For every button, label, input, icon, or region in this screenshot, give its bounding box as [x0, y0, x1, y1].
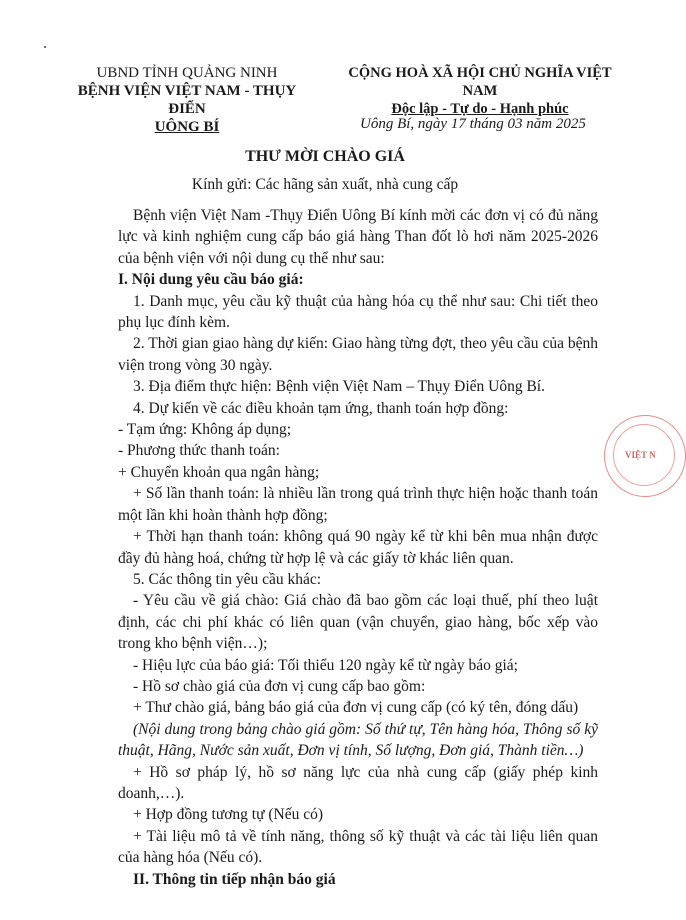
scan-speck — [44, 46, 46, 48]
issuer-header — [62, 64, 312, 136]
item-paragraph: 5. Các thông tin yêu cầu khác: — [133, 570, 322, 588]
red-seal-stamp — [604, 415, 686, 497]
item-paragraph: 1. Danh mục, yêu cầu kỹ thuật của hàng hóa cụ thể như sau: Chi tiết theo phụ lục đính kèm. — [118, 292, 598, 332]
seal-text: VIỆT N — [625, 450, 656, 460]
country-name: CỘNG HOÀ XÃ HỘI CHỦ NGHĨA VIỆT NAM — [348, 65, 612, 99]
greeting: Kính gửi: Các hãng sản xuất, nhà cung cấp — [191, 176, 459, 193]
item-paragraph: + Thời hạn thanh toán: không quá 90 ngày kể từ khi bên mua nhận được đầy đủ hàng hoá, chứng từ hợp lệ và các giấy tờ khác liên quan. — [118, 528, 598, 567]
item-paragraph: - Phương thức thanh toán: — [118, 442, 280, 460]
item-paragraph: + Hồ sơ pháp lý, hồ sơ năng lực của nhà cung cấp (giấy phép kinh doanh,…). — [118, 763, 598, 802]
issuer-hospital: BỆNH VIỆN VIỆT NAM - THỤY ĐIỂN — [77, 83, 297, 117]
item-paragraph: + Thư chào giá, bảng báo giá của đơn vị cung cấp (có ký tên, đóng dấu) — [133, 699, 579, 717]
section-heading-2: II. Thông tin tiếp nhận báo giá — [133, 870, 336, 888]
item-paragraph: + Tài liệu mô tả về tính năng, thông số kỹ thuật và các tài liệu liên quan của hàng hóa (Nếu có). — [118, 827, 598, 867]
item-paragraph: 4. Dự kiến về các điều khoản tạm ứng, thanh toán hợp đồng: — [133, 399, 509, 417]
item-paragraph: 3. Địa điểm thực hiện: Bệnh viện Việt Nam – Thụy Điển Uông Bí. — [133, 378, 545, 396]
section-heading-1: I. Nội dung yêu cầu báo giá: — [118, 271, 304, 289]
national-motto: Độc lập - Tự do - Hạnh phúc — [391, 101, 569, 117]
item-paragraph: - Tạm ứng: Không áp dụng; — [118, 421, 291, 439]
item-paragraph: - Hiệu lực của báo giá: Tối thiểu 120 ngày kể từ ngày báo giá; — [133, 656, 518, 674]
italic-note: (Nội dung trong bảng chào giá gồm: Số thứ tự, Tên hàng hóa, Thông số kỹ thuật, Hãng, Nước sản xuất, Đơn vị tính, Số lượng, Đơn giá, Thành tiền…) — [118, 720, 598, 760]
issuer-hospital-line2: UÔNG BÍ — [154, 119, 220, 135]
item-paragraph: - Yêu cầu về giá chào: Giá chào đã bao gồm các loại thuế, phí theo luật định, các chi phí khác có liên quan (vận chuyển, giao hàng, bốc xếp vào trong kho bệnh viện…); — [118, 592, 598, 653]
item-paragraph: - Hồ sơ chào giá của đơn vị cung cấp bao gồm: — [133, 677, 426, 695]
item-paragraph: 2. Thời gian giao hàng dự kiến: Giao hàng từng đợt, theo yêu cầu của bệnh viện trong vòng 30 ngày. — [118, 335, 598, 374]
item-paragraph: + Hợp đồng tương tự (Nếu có) — [133, 806, 324, 824]
intro-paragraph: Bệnh viện Việt Nam -Thụy Điển Uông Bí kính mời các đơn vị có đủ năng lực và kinh nghiệm cung cấp báo giá hàng Than đốt lò hơi năm 2025-2026 của bệnh viện với nội dung cụ thể như sau: — [118, 207, 598, 267]
place-date: Uông Bí, ngày 17 tháng 03 năm 2025 — [360, 116, 586, 132]
issuer-org: UBND TỈNH QUẢNG NINH — [96, 65, 278, 81]
document-title: THƯ MỜI CHÀO GIÁ — [245, 148, 405, 165]
item-paragraph: + Số lần thanh toán: là nhiều lần trong quá trình thực hiện hoặc thanh toán một lần khi hoàn thành hợp đồng; — [118, 485, 598, 524]
document-body — [118, 205, 598, 890]
national-header — [330, 64, 630, 118]
item-paragraph: + Chuyển khoản qua ngân hàng; — [118, 463, 320, 481]
